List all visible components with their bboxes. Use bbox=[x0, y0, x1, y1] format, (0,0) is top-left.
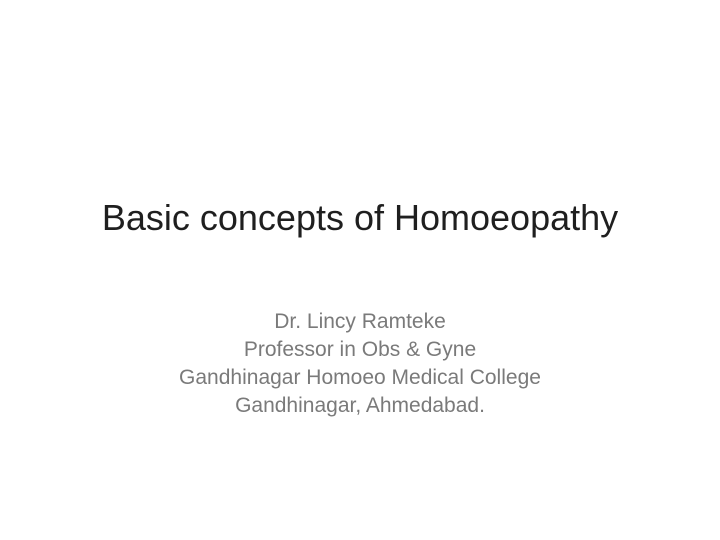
institution-name: Gandhinagar Homoeo Medical College bbox=[179, 366, 541, 389]
author-name: Dr. Lincy Ramteke bbox=[274, 310, 446, 333]
institution-location: Gandhinagar, Ahmedabad. bbox=[235, 394, 485, 417]
author-position: Professor in Obs & Gyne bbox=[243, 338, 477, 361]
slide-title: Basic concepts of Homoeopathy bbox=[101, 197, 619, 238]
slide-subtitle bbox=[0, 308, 720, 420]
